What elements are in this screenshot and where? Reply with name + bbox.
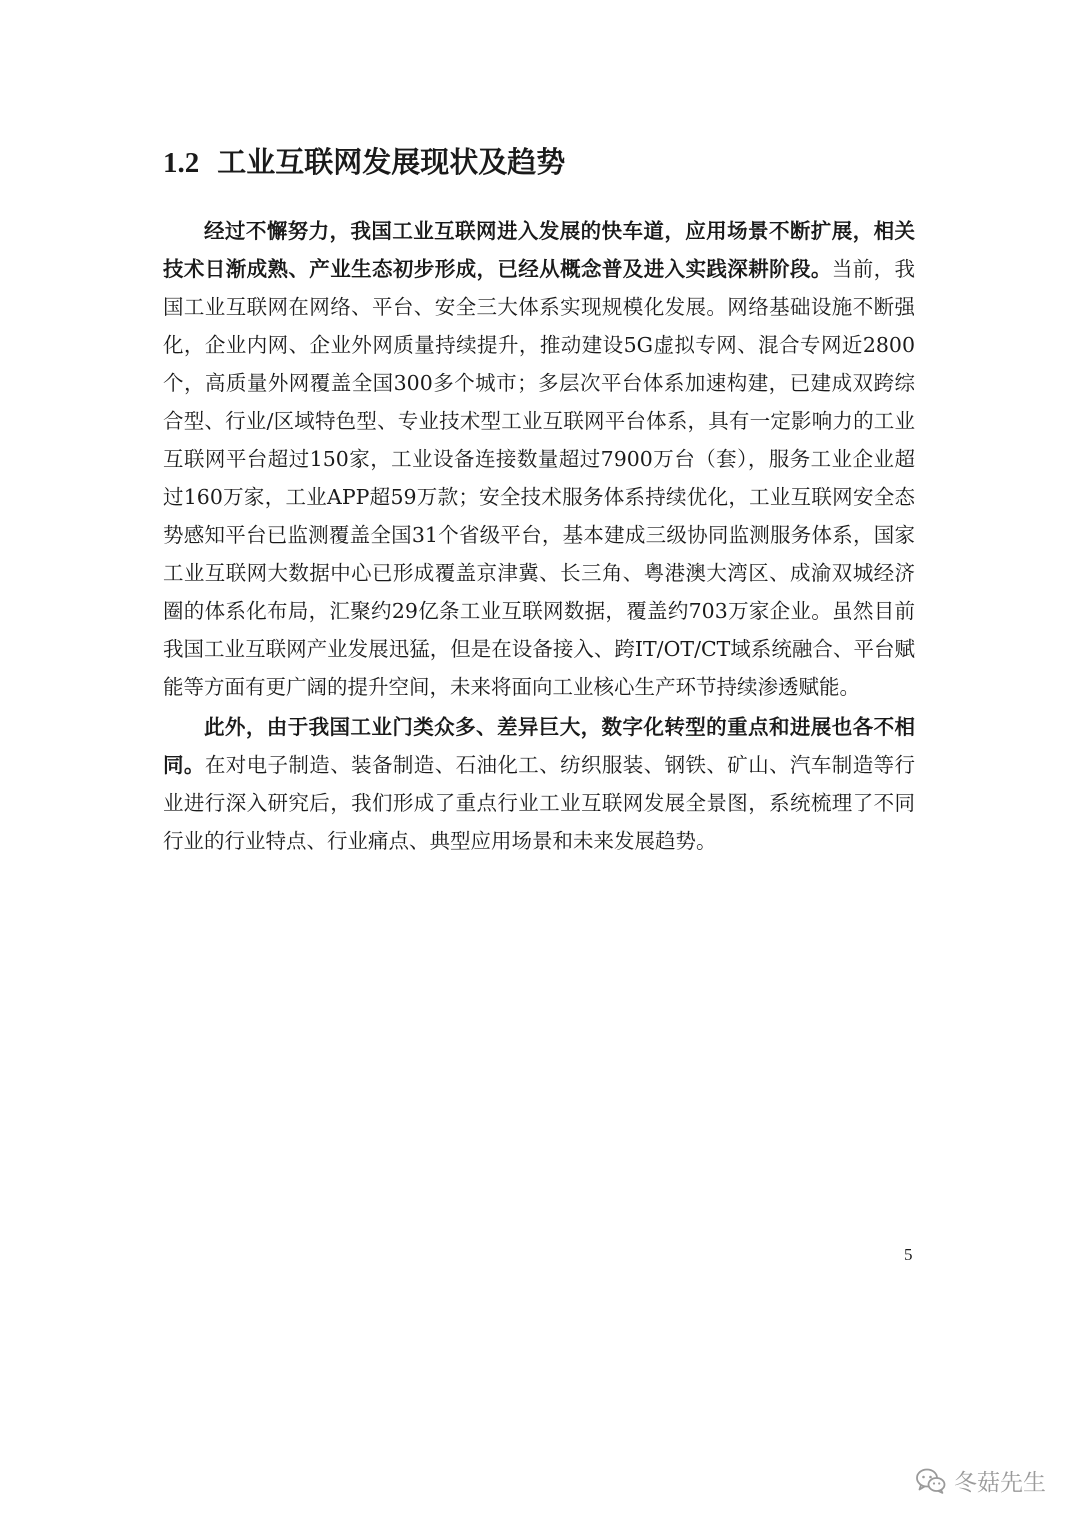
section-title: 工业互联网发展现状及趋势	[217, 145, 566, 179]
section-number: 1.2	[163, 147, 200, 179]
watermark-text: 冬菇先生	[954, 1470, 1046, 1496]
page-number: 5	[904, 1245, 913, 1264]
watermark	[916, 1464, 1046, 1497]
paragraph-2	[163, 708, 915, 860]
paragraph-1	[163, 212, 915, 706]
section-heading	[163, 140, 923, 185]
paragraph-1-text: 当前，我国工业互联网在网络、平台、安全三大体系实现规模化发展。网络基础设施不断强化，企业内网、企业外网质量持续提升，推动建设5G虚拟专网、混合专网近2800个，高质量外网覆盖全国300多个城市；多层次平台体系加速构建，已建成双跨综合型、行业/区域特色型、专业技术型工业互联网平台体系，具有一定影响力的工业互联网平台超过150家，工业设备连接数量超过7900万台（套），服务工业企业超过160万家，工业APP超59万款；安全技术服务体系持续优化，工业互联网安全态势感知平台已监测覆盖全国31个省级平台，基本建成三级协同监测服务体系，国家工业互联网大数据中心已形成覆盖京津冀、长三角、粤港澳大湾区、成渝双城经济圈的体系化布局，汇聚约29亿条工业互联网数据，覆盖约703万家企业。虽然目前我国工业互联网产业发展迅猛，但是在设备接入、跨IT/OT/CT域系统融合、平台赋能等方面有更广阔的提升空间，未来将面向工业核心生产环节持续渗透赋能。	[163, 257, 916, 699]
paragraph-2-lead: 此外，由于我国工业门类众多、差异巨大，数字化转型的重点和进展也各不相同。	[163, 715, 915, 777]
paragraph-2-text: 在对电子制造、装备制造、石油化工、纺织服装、钢铁、矿山、汽车制造等行业进行深入研究后，我们形成了重点行业工业互联网发展全景图，系统梳理了不同行业的行业特点、行业痛点、典型应用场景和未来发展趋势。	[163, 753, 916, 853]
body-text	[163, 212, 915, 860]
paragraph-1-lead: 经过不懈努力，我国工业互联网进入发展的快车道，应用场景不断扩展，相关技术日渐成熟、产业生态初步形成，已经从概念普及进入实践深耕阶段。	[163, 219, 915, 281]
wechat-icon	[916, 1468, 946, 1494]
